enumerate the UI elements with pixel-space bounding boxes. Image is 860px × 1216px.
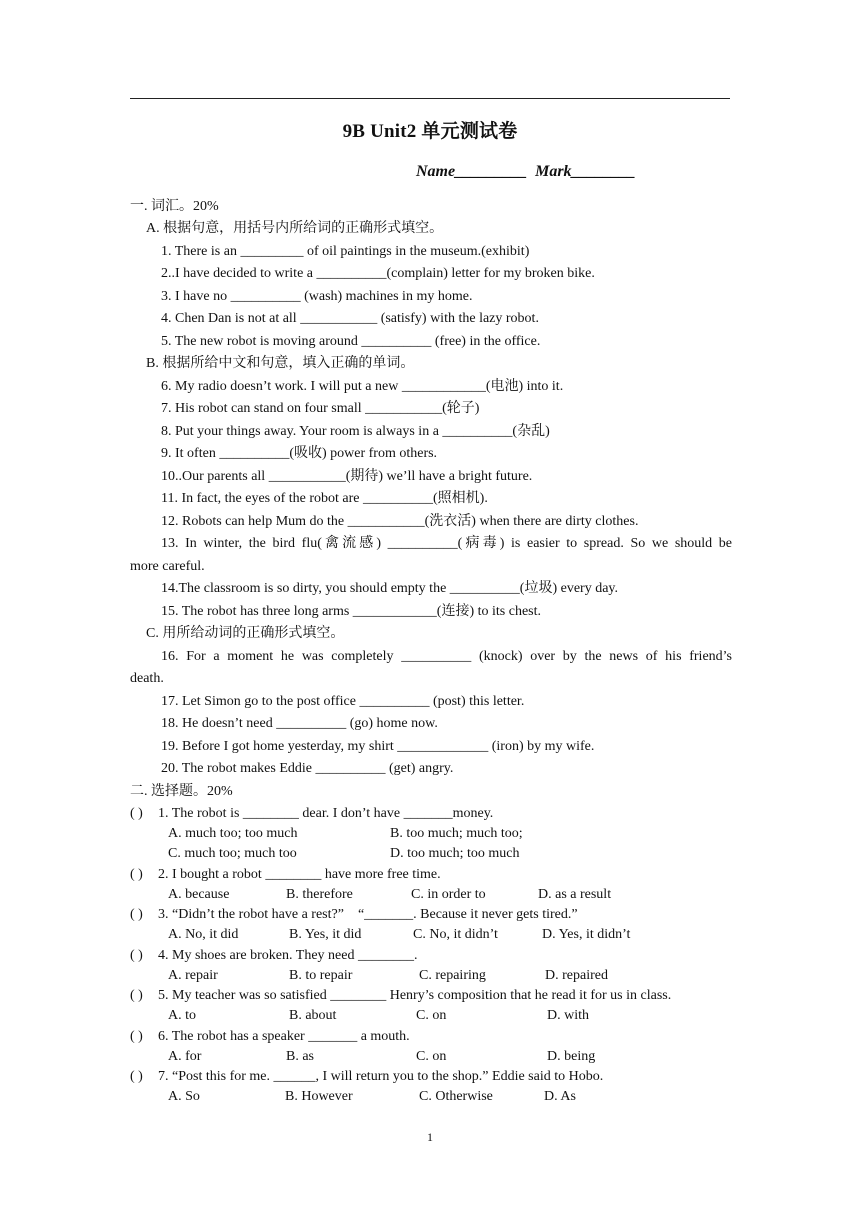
answer-blank[interactable]: ( )	[130, 988, 143, 1003]
mc7-option-a: A. So	[168, 1089, 200, 1104]
question-18: 18. He doesn’t need __________ (go) home now.	[161, 716, 438, 731]
question-9: 9. It often __________(吸收) power from others.	[161, 446, 438, 461]
answer-blank[interactable]: ( )	[130, 1069, 143, 1084]
mc7-option-b: B. However	[285, 1089, 353, 1104]
part-a-heading: A. 根据句意，用括号内所给词的正确形式填空。	[146, 221, 444, 236]
question-17: 17. Let Simon go to the post office __________ (post) this letter.	[161, 694, 525, 709]
mc1-option-b: B. too much; much too;	[390, 826, 523, 841]
mc-question-3: 3. “Didn’t the robot have a rest?” “_______. Because it never gets tired.”	[158, 907, 578, 922]
question-6: 6. My radio doesn’t work. I will put a new ____________(电池) into it.	[161, 379, 564, 394]
header-rule	[130, 98, 730, 99]
mc4-option-c: C. repairing	[419, 968, 486, 983]
question-11: 11. In fact, the eyes of the robot are __________(照相机).	[161, 491, 488, 506]
mc3-option-d: D. Yes, it didn’t	[542, 927, 631, 942]
mc2-option-b: B. therefore	[286, 887, 353, 902]
question-5: 5. The new robot is moving around __________ (free) in the office.	[161, 334, 541, 349]
mc-question-2: 2. I bought a robot ________ have more free time.	[158, 867, 441, 882]
mc2-option-a: A. because	[168, 887, 230, 902]
mc4-option-d: D. repaired	[545, 968, 608, 983]
mc4-option-a: A. repair	[168, 968, 218, 983]
name-mark-fields: Name_________ Mark________	[416, 163, 636, 180]
question-4: 4. Chen Dan is not at all ___________ (satisfy) with the lazy robot.	[161, 311, 539, 326]
section1-heading: 一. 词汇。20%	[130, 199, 219, 214]
mc6-option-b: B. as	[286, 1049, 314, 1064]
part-b-heading: B. 根据所给中文和句意，填入正确的单词。	[146, 356, 415, 371]
mc-question-5: 5. My teacher was so satisfied ________ Henry’s composition that he read it for us in class.	[158, 988, 672, 1003]
mc2-option-d: D. as a result	[538, 887, 612, 902]
part-c-heading: C. 用所给动词的正确形式填空。	[146, 626, 345, 641]
mc5-option-a: A. to	[168, 1008, 196, 1023]
mc3-option-c: C. No, it didn’t	[413, 927, 498, 942]
mc1-option-d: D. too much; too much	[390, 846, 520, 861]
question-20: 20. The robot makes Eddie __________ (get) angry.	[161, 761, 454, 776]
question-16-line1: 16. For a moment he was completely __________ (knock) over by the news of his friend’s	[161, 649, 732, 664]
mc-question-4: 4. My shoes are broken. They need ________.	[158, 948, 418, 963]
question-12: 12. Robots can help Mum do the ___________(洗衣活) when there are dirty clothes.	[161, 514, 639, 529]
question-8: 8. Put your things away. Your room is always in a __________(杂乱)	[161, 424, 550, 439]
question-3: 3. I have no __________ (wash) machines in my home.	[161, 289, 473, 304]
mc7-option-c: C. Otherwise	[419, 1089, 493, 1104]
question-2: 2..I have decided to write a __________(complain) letter for my broken bike.	[161, 266, 595, 281]
answer-blank[interactable]: ( )	[130, 867, 143, 882]
mc5-option-d: D. with	[547, 1008, 589, 1023]
answer-blank[interactable]: ( )	[130, 948, 143, 963]
answer-blank[interactable]: ( )	[130, 907, 143, 922]
question-15: 15. The robot has three long arms ____________(连接) to its chest.	[161, 604, 542, 619]
section2-heading: 二. 选择题。20%	[130, 784, 233, 799]
mc7-option-d: D. As	[544, 1089, 576, 1104]
mc1-option-a: A. much too; too much	[168, 826, 298, 841]
mc-question-7: 7. “Post this for me. ______, I will return you to the shop.” Eddie said to Hobo.	[158, 1069, 604, 1084]
question-1: 1. There is an _________ of oil paintings in the museum.(exhibit)	[161, 244, 530, 259]
page-title: 9B Unit2 单元测试卷	[342, 121, 518, 142]
mc6-option-c: C. on	[416, 1049, 447, 1064]
question-16-line2: death.	[130, 671, 164, 686]
mc-question-1: 1. The robot is ________ dear. I don’t have _______money.	[158, 806, 494, 821]
question-7: 7. His robot can stand on four small ___________(轮子)	[161, 401, 480, 416]
mc6-option-d: D. being	[547, 1049, 596, 1064]
mc4-option-b: B. to repair	[289, 968, 353, 983]
mc3-option-a: A. No, it did	[168, 927, 239, 942]
mc5-option-b: B. about	[289, 1008, 337, 1023]
mc5-option-c: C. on	[416, 1008, 447, 1023]
question-14: 14.The classroom is so dirty, you should empty the __________(垃圾) every day.	[161, 581, 619, 596]
mc2-option-c: C. in order to	[411, 887, 486, 902]
question-13-line1: 13. In winter, the bird flu(禽流感) __________(病毒) is easier to spread. So we should be	[161, 536, 732, 551]
page-number: 1	[427, 1130, 433, 1144]
mc-question-6: 6. The robot has a speaker _______ a mouth.	[158, 1029, 410, 1044]
answer-blank[interactable]: ( )	[130, 1029, 143, 1044]
question-19: 19. Before I got home yesterday, my shirt _____________ (iron) by my wife.	[161, 739, 595, 754]
question-10: 10..Our parents all ___________(期待) we’ll have a bright future.	[161, 469, 533, 484]
question-13-line2: more careful.	[130, 559, 205, 574]
answer-blank[interactable]: ( )	[130, 806, 143, 821]
mc6-option-a: A. for	[168, 1049, 202, 1064]
mc3-option-b: B. Yes, it did	[289, 927, 362, 942]
mc1-option-c: C. much too; much too	[168, 846, 297, 861]
